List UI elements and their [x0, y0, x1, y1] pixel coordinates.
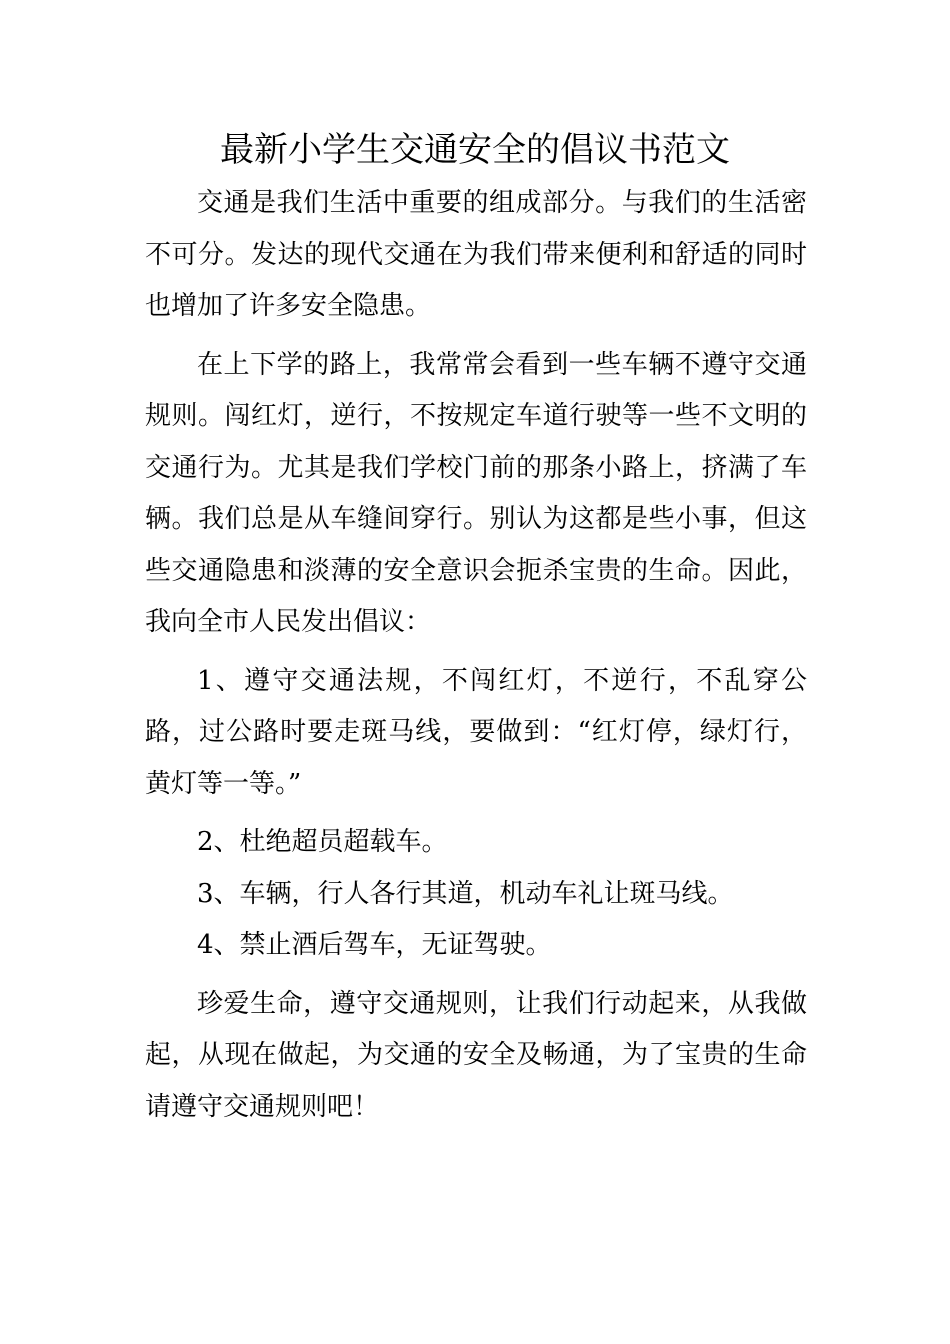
proposal-item-3: 3、车辆，行人各行其道，机动车礼让斑马线。 — [197, 878, 734, 909]
proposal-item-2: 2、杜绝超员超载车。 — [197, 827, 448, 857]
proposal-item-4: 4、禁止酒后驾车，无证驾驶。 — [197, 930, 552, 960]
paragraph-observation: 在上下学的路上，我常常会看到一些车辆不遵守交通规则。闯红灯，逆行，不按规定车道行驶等一些不文明的交通行为。尤其是我们学校门前的那条小路上，挤满了车辆。我们总是从车缝间穿行。别认为这都是些小事，但这些交通隐患和淡薄的安全意识会扼杀宝贵的生命。因此，我向全市人民发出倡议： — [145, 349, 807, 637]
paragraph-closing: 珍爱生命，遵守交通规则，让我们行动起来，从我做起，从现在做起，为交通的安全及畅通，为了宝贵的生命请遵守交通规则吧！ — [145, 988, 807, 1122]
proposal-item-1: 1、遵守交通法规，不闯红灯，不逆行，不乱穿公路，过公路时要走斑马线，要做到：“红灯停，绿灯行，黄灯等一等。” — [145, 665, 807, 799]
document-title: 最新小学生交通安全的倡议书范文 — [220, 130, 730, 170]
paragraph-intro: 交通是我们生活中重要的组成部分。与我们的生活密不可分。发达的现代交通在为我们带来便利和舒适的同时也增加了许多安全隐患。 — [145, 188, 807, 321]
document-body — [145, 178, 807, 1133]
